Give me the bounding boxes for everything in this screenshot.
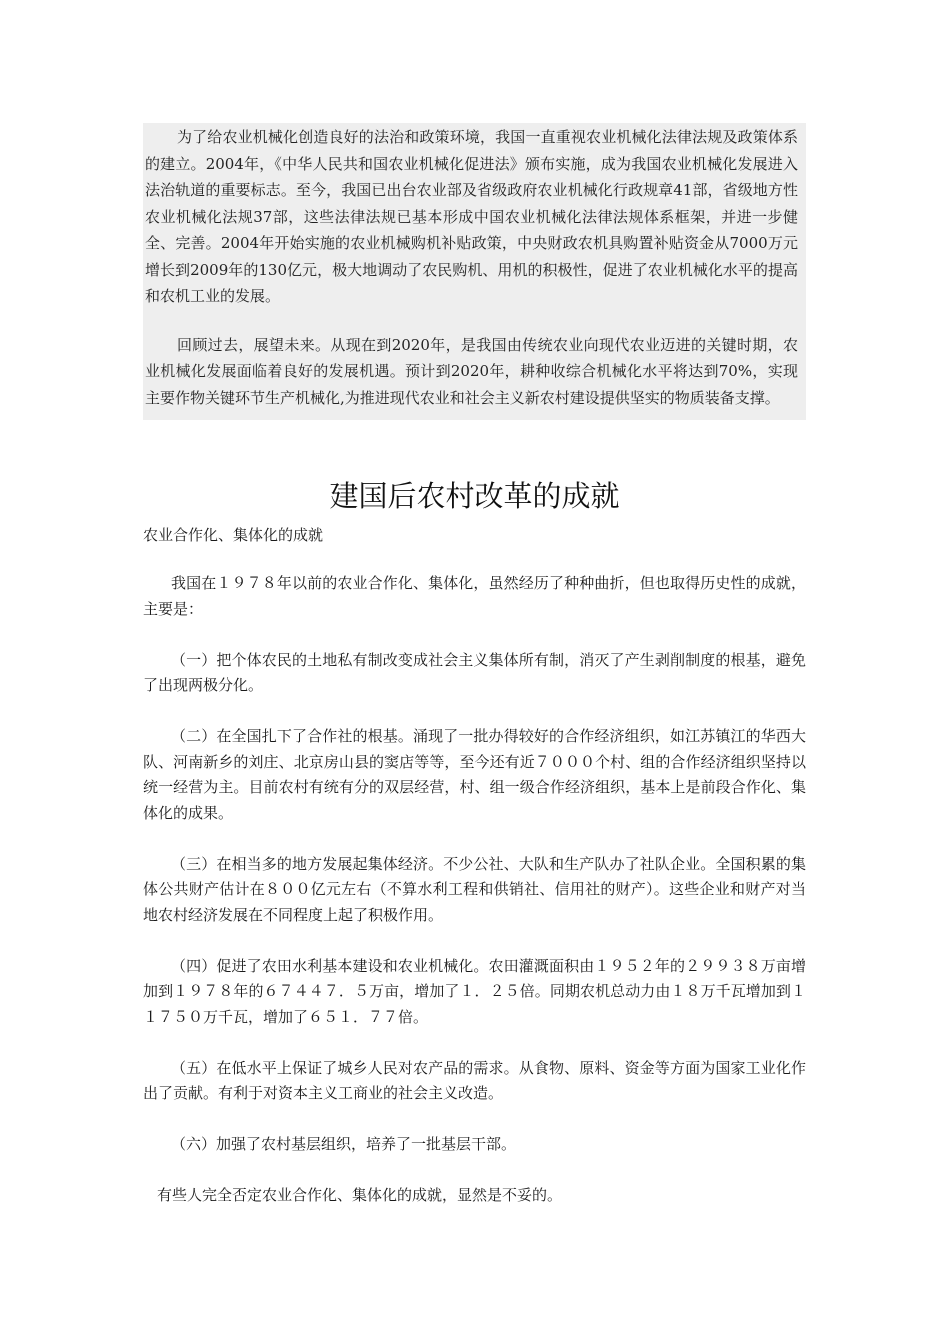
paragraph: 为了给农业机械化创造良好的法治和政策环境，我国一直重视农业机械化法律法规及政策体系的建立。2004年，《中华人民共和国农业机械化促进法》颁布实施，成为我国农业机械化发展进入法治轨道的重要标志。至今，我国已出台农业部及省级政府农业机械化行政规章41部，省级地方性农业机械化法规37部，这些法律法规已基本形成中国农业机械化法律法规体系框架，并进一步健全、完善。2004年开始实施的农业机械购机补贴政策，中央财政农机具购置补贴资金从7000万元增长到2009年的130亿元，极大地调动了农民购机、用机的积极性，促进了农业机械化水平的提高和农机工业的发展。 [145, 128, 798, 305]
paragraph: （一）把个体农民的土地私有制改变成社会主义集体所有制，消灭了产生剥削制度的根基，避免了出现两极分化。 [143, 650, 806, 694]
paragraph: （二）在全国扎下了合作社的根基。涌现了一批办得较好的合作经济组织，如江苏镇江的华西大队、河南新乡的刘庄、北京房山县的窦店等等，至今还有近７０００个村、组的合作经济组织坚持以统一经营为主。目前农村有统有分的双层经营，村、组一级合作经济组织，基本上是前段合作化、集体化的成果。 [143, 727, 806, 822]
article-subtitle: 农业合作化、集体化的成就 [143, 526, 324, 544]
paragraph: （四）促进了农田水利基本建设和农业机械化。农田灌溉面积由１９５２年的２９９３８万亩增加到１９７８年的６７４４７．５万亩，增加了１．２５倍。同期农机总动力由１８万千瓦增加到１１７５０万千瓦，增加了６５１．７７倍。 [143, 956, 806, 1026]
paragraph: （三）在相当多的地方发展起集体经济。不少公社、大队和生产队办了社队企业。全国积累的集体公共财产估计在８００亿元左右（不算水利工程和供销社、信用社的财产）。这些企业和财产对当地农村经济发展在不同程度上起了积极作用。 [143, 854, 806, 924]
paragraph: 回顾过去，展望未来。从现在到2020年，是我国由传统农业向现代农业迈进的关键时期，农业机械化发展面临着良好的发展机遇。预计到2020年，耕种收综合机械化水平将达到70%，实现主要作物关键环节生产机械化,为推进现代农业和社会主义新农村建设提供坚实的物质装备支撑。 [145, 335, 798, 407]
article-body [143, 571, 806, 1234]
paragraph: （六）加强了农村基层组织，培养了一批基层干部。 [171, 1135, 517, 1153]
paragraph: 有些人完全否定农业合作化、集体化的成就，显然是不妥的。 [157, 1186, 563, 1204]
paragraph: （五）在低水平上保证了城乡人民对农产品的需求。从食物、原料、资金等方面为国家工业化作出了贡献。有利于对资本主义工商业的社会主义改造。 [143, 1058, 806, 1102]
highlighted-text-block [143, 123, 806, 420]
article-title: 建国后农村改革的成就 [329, 479, 620, 513]
paragraph: 我国在１９７８年以前的农业合作化、集体化，虽然经历了种种曲折，但也取得历史性的成就，主要是： [143, 574, 806, 618]
